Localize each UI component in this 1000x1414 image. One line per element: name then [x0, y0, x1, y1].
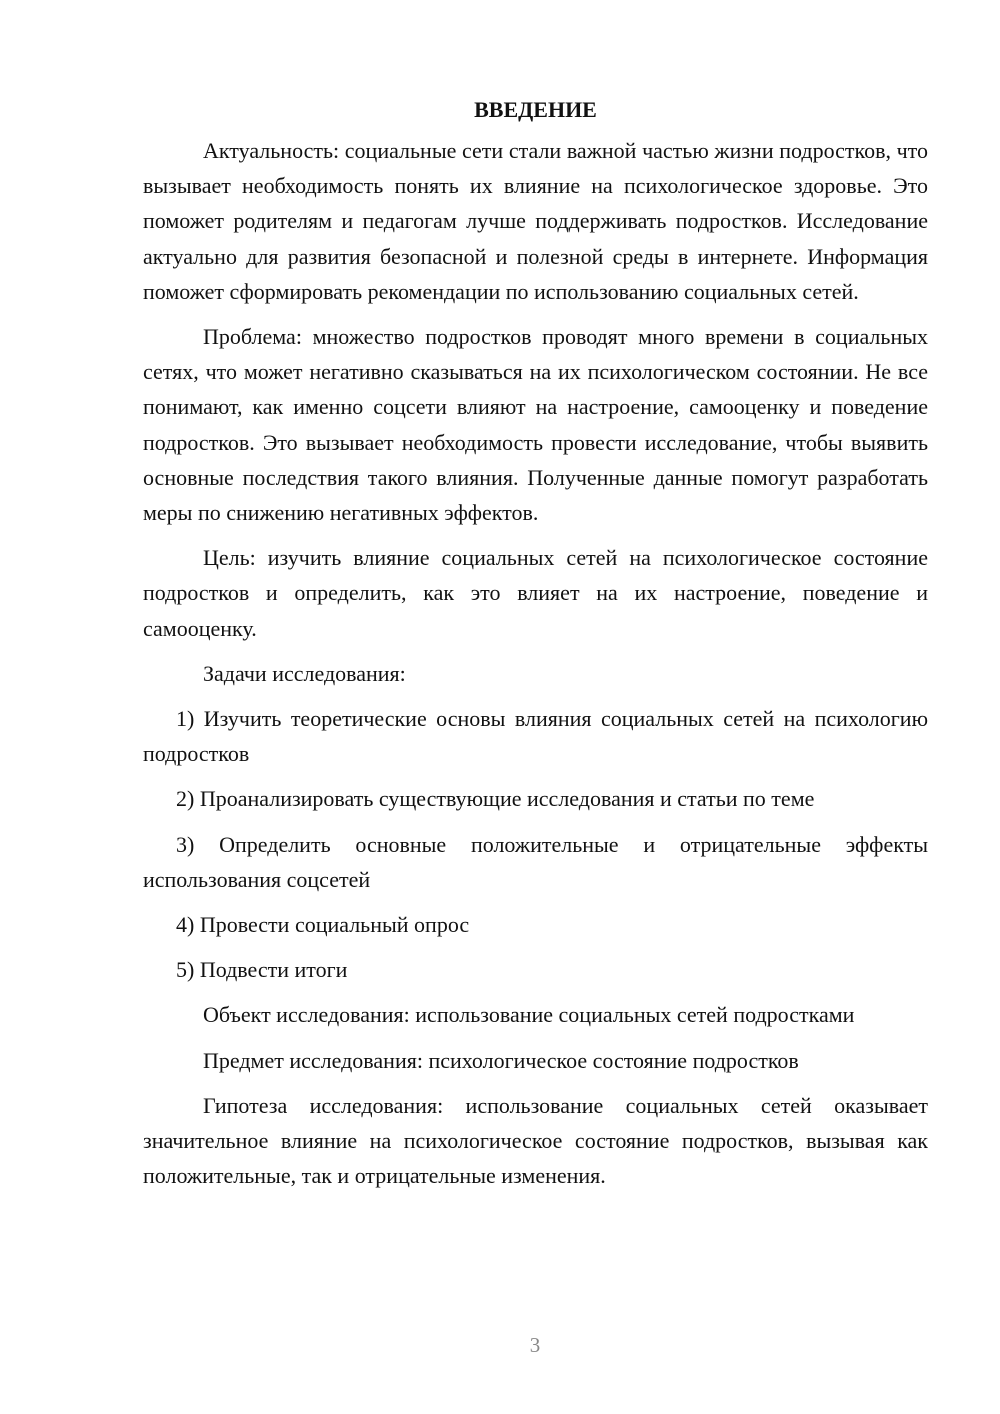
- task-item-5: 5) Подвести итоги: [176, 957, 348, 983]
- page-title: ВВЕДЕНИЕ: [474, 97, 597, 122]
- goal-paragraph: Цель: изучить влияние социальных сетей на психологическое состояние подростков и определить, как это влияет на их настроение, поведение и самооценку.: [143, 545, 928, 641]
- relevance-paragraph: Актуальность: социальные сети стали важной частью жизни подростков, что вызывает необходимость понять их влияние на психологическое здоровье. Это поможет родителям и педагогам лучше поддерживать подростков. Исследование актуально для развития безопасной и полезной среды в интернете. Информация поможет сформировать рекомендации по использованию социальных сетей.: [143, 138, 928, 304]
- tasks-title: Задачи исследования:: [203, 660, 406, 686]
- document-page: [143, 92, 928, 1203]
- task-item-3: 3) Определить основные положительные и отрицательные эффекты использования соцсетей: [143, 831, 928, 892]
- problem-paragraph: Проблема: множество подростков проводят много времени в социальных сетях, что может негативно сказываться на их психологическом состоянии. Не все понимают, как именно соцсети влияют на настроение, самооценку и поведение подростков. Это вызывает необходимость провести исследование, чтобы выявить основные последствия такого влияния. Полученные данные помогут разработать меры по снижению негативных эффектов.: [143, 324, 928, 526]
- subject-paragraph: Предмет исследования: психологическое состояние подростков: [203, 1047, 799, 1073]
- task-item-1: 1) Изучить теоретические основы влияния социальных сетей на психологию подростков: [143, 706, 928, 767]
- object-paragraph: Объект исследования: использование социальных сетей подростками: [203, 1002, 855, 1028]
- hypothesis-paragraph: Гипотеза исследования: использование социальных сетей оказывает значительное влияние на психологическое состояние подростков, вызывая как положительные, так и отрицательные изменения.: [143, 1092, 928, 1189]
- task-item-4: 4) Провести социальный опрос: [176, 912, 470, 938]
- page-number: 3: [529, 1333, 541, 1357]
- task-item-2: 2) Проанализировать существующие исследования и статьи по теме: [176, 786, 815, 812]
